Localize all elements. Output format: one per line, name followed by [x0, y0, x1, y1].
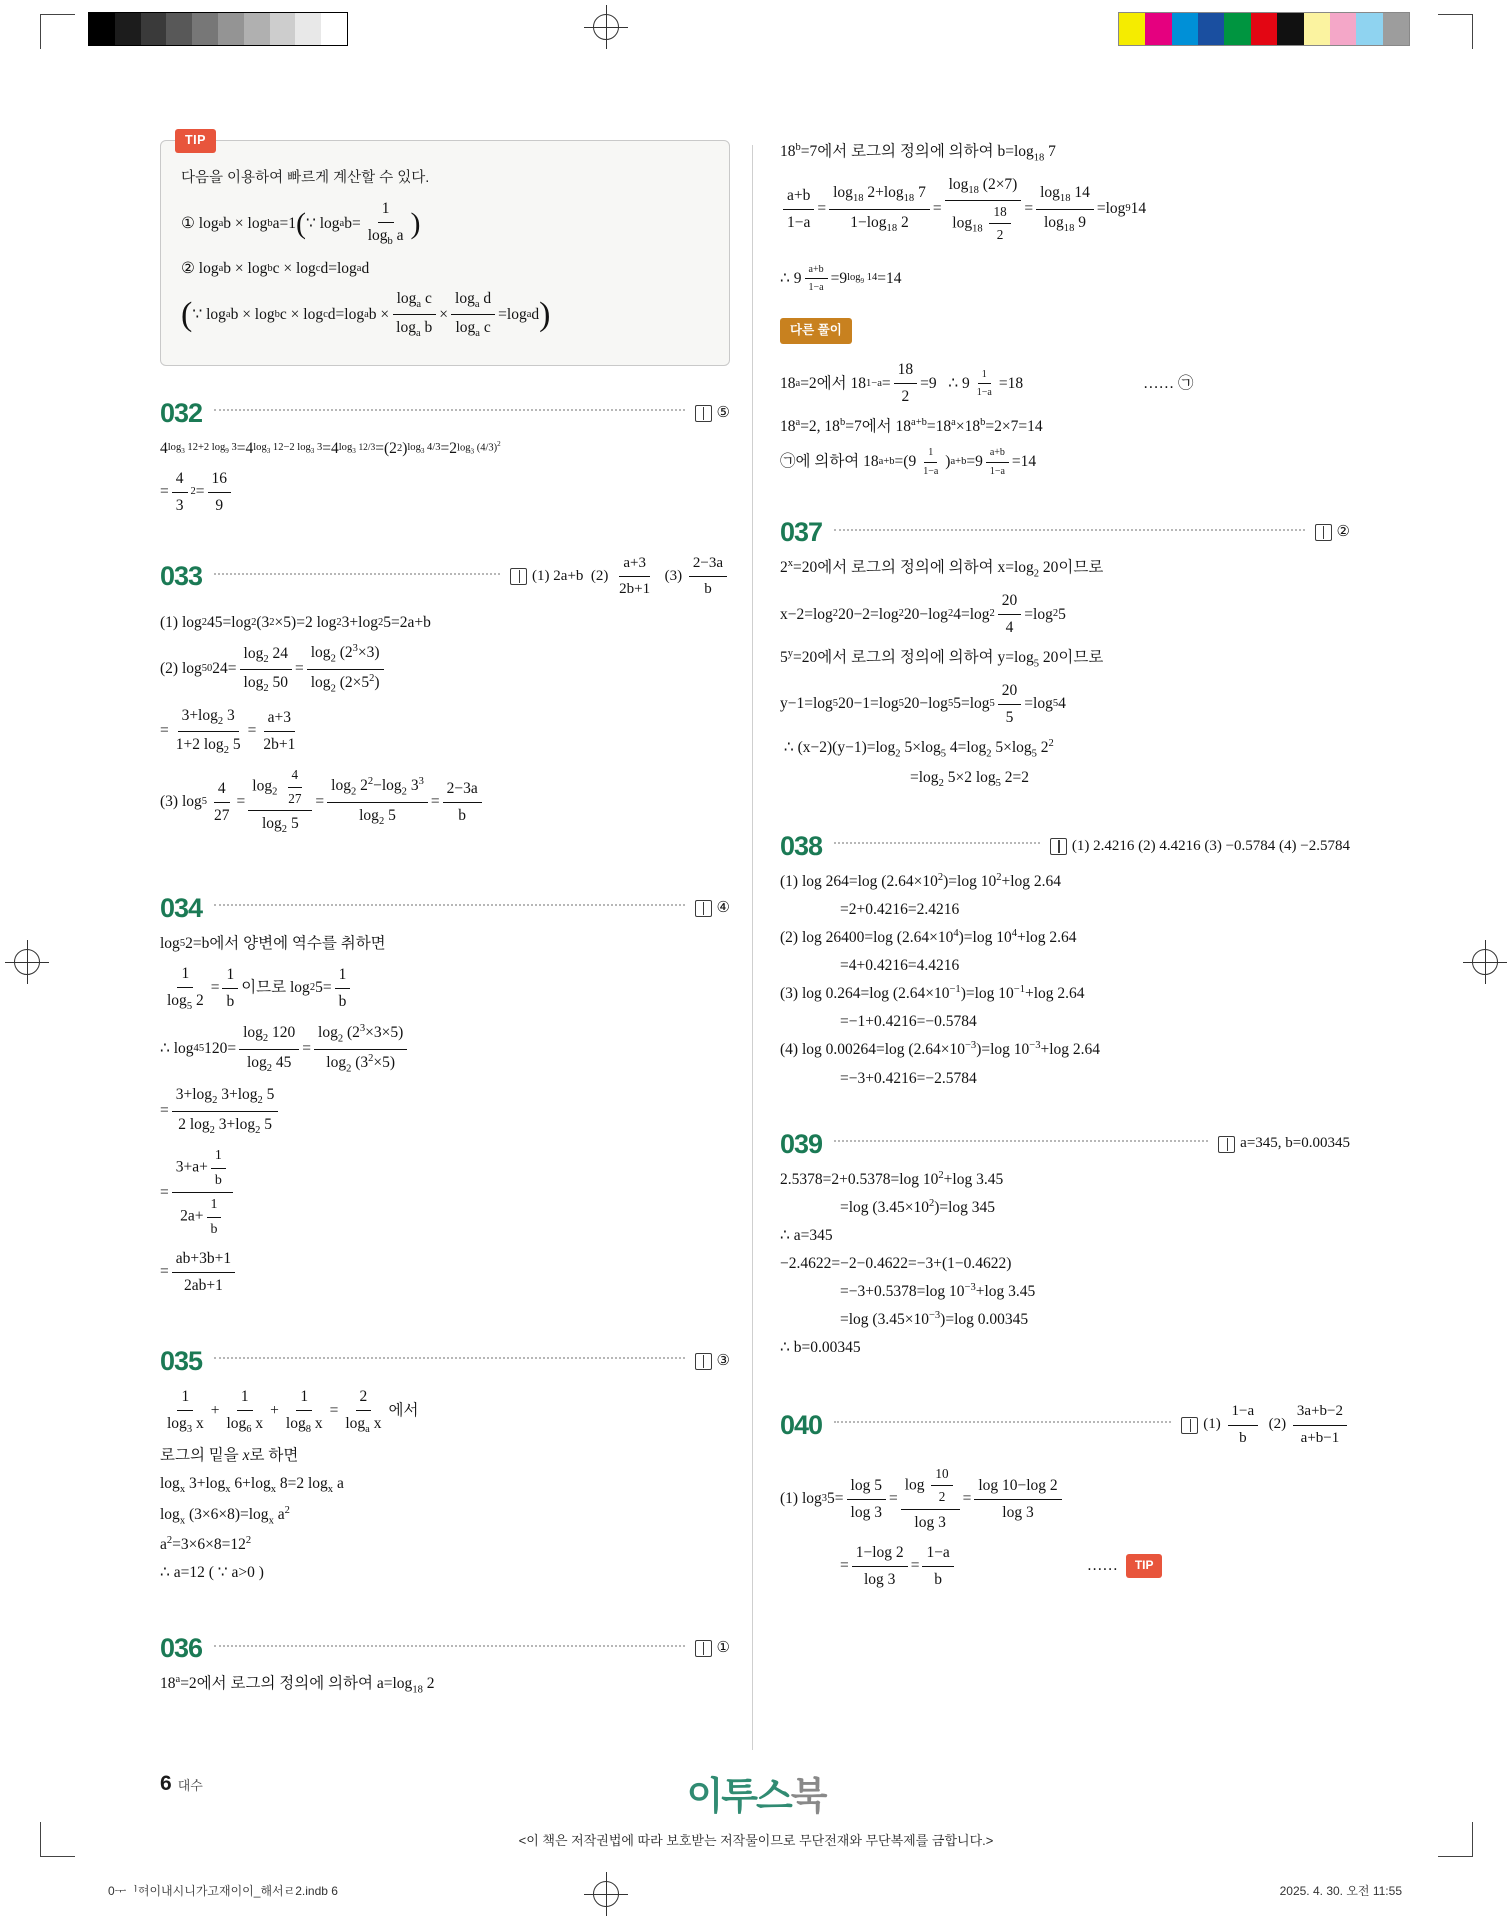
answer-box: [1315, 521, 1350, 544]
answer-value: (1) 2a+b (2) $\frac{a+3}{2b+1}$ (3) $\frac{2-3a}{b}$: [532, 552, 730, 602]
answer-value: (1) $\frac{1-a}{b}$ (2) $\frac{3a+b-2}{a+b-1}$: [1203, 1400, 1350, 1450]
solution-line: ∴ b=0.00345: [780, 1339, 861, 1357]
solution-line: =2+0.4216=2.4216: [840, 900, 960, 918]
solution-line: ∴ a=345: [780, 1226, 833, 1244]
answer-value: a=345, b=0.00345: [1240, 1135, 1350, 1152]
answer-book-icon: [1050, 838, 1067, 855]
registration-mark-top: [584, 5, 628, 49]
publisher-logo: [687, 1765, 826, 1820]
solution-line: $\frac{1}{\log_5 2}$ = $\frac{1}{b}$ 이므로 log 2 5= $\frac{1}{b}$: [160, 962, 730, 1015]
solution-line: =−1+0.4216=−0.5784: [840, 1013, 977, 1031]
solution-line: (2) log 26400=log $(2.64\times 10^4)=\log$ $10^4+\log$ 2.64: [780, 927, 1077, 947]
problem-number: 039: [780, 1128, 823, 1159]
answer-box: [695, 1350, 730, 1373]
solution-line: 2.5378=2+0.5378=log $10^2+\log$ 3.45: [780, 1169, 1004, 1188]
problem-heading-035: [160, 1345, 730, 1376]
answer-value: ④: [716, 899, 730, 916]
solution-line: $\frac{a+b}{1-a}$ = $\frac{\log_{18} 2+\log_{18} 7}{1-\log_{18} 2}$ = $\log_{18} (2\times 7)$ $\log_{18}$ $\frac{18}{2}$ = $\frac{\log_{18} 14}{\log_{18} 9}$ =log 9 14: [780, 173, 1350, 246]
problem-heading-033: [160, 552, 730, 602]
crop-mark-bottom-right: [1438, 1822, 1473, 1857]
answer-value: (1) 2.4216 (2) 4.4216 (3) −0.5784 (4) −2.5784: [1071, 837, 1350, 854]
tip-box: [160, 133, 730, 366]
tip-item-2: ② log a b × log b c × log c d=log a d: [181, 259, 370, 277]
crop-mark-top-right: [1438, 14, 1473, 49]
answer-book-icon: [695, 1640, 712, 1657]
solution-line: (1) log 264=log $(2.64\times 10^2)=\log$ $10^2+\log$ 2.64: [780, 871, 1062, 890]
answer-value: ①: [716, 1640, 730, 1657]
solution-line: = $\frac{4}{3}$ 2 = $\frac{16}{9}$: [160, 467, 730, 518]
leader-dots: [214, 903, 684, 906]
problem-heading-037: [780, 519, 1350, 546]
solution-line: 4 $\log_3 12+2$ $\log_9 3$ =4 $\log_3 12-2$ $\log_3 3$ =4 $\log_3 12/3$ =(2 2 ) $\log_3 4/3$ =2 $\log_3 (4/3)^2$: [160, 439, 501, 457]
answer-box: [510, 552, 730, 602]
solution-line: (4) log 0.00264=log $(2.64\times 10^{-3})=\log$ $10^{-3}+\log$ 2.64: [780, 1040, 1101, 1059]
solution-line: $a^2=3\times 6\times 8=12^2$: [160, 1535, 252, 1554]
problem-heading-039: [780, 1128, 1350, 1159]
answer-book-icon: [1181, 1417, 1198, 1434]
solution-line: $\log_x 3+\log_x$ $6+\log_x$ 8=2 $\log_x a$: [160, 1475, 344, 1496]
leader-dots: [834, 1139, 1208, 1142]
solution-line: $=\log_2$ 5×2 $\log_5 2=2$: [910, 769, 1030, 790]
solution-line: $\frac{1}{\log_3 x}$ + $\frac{1}{\log_6 x}$ + $\frac{1}{\log_8 x}$ = $\frac{2}{\log_a x}$ 에서: [160, 1385, 730, 1438]
column-divider: [752, 145, 753, 1750]
solution-line: =log $(3.45\times 10^{-3})=\log$ 0.00345: [840, 1310, 1029, 1329]
leader-dots: [214, 1356, 684, 1359]
registration-mark-bottom: [584, 1872, 628, 1916]
solution-line: =log $(3.45\times 10^2)=\log$ 345: [840, 1197, 996, 1216]
solution-line: (2) log 50 24= $\frac{\log_2 24}{\log_2 50}$ = $\frac{\log_2 (2^3\times 3)}{\log_2 (2\times 5^2)}$: [160, 641, 730, 697]
solution-line: ∴ a=12 ( ∵ a>0 ): [160, 1564, 264, 1582]
right-column: [780, 140, 1350, 1598]
solution-line: $18^a=2$에서 로그의 정의에 의하여 $a=\log_{18}$ 2: [160, 1674, 435, 1696]
problem-heading-040: [780, 1400, 1350, 1450]
left-column: [160, 133, 730, 1703]
leader-dots: [834, 528, 1304, 531]
solution-line: y−1=log 5 20−1=log 5 20−log 5 5=log 5 $\frac{20}{5}$ =log 5 4: [780, 679, 1350, 730]
solution-line: = $\frac{ab+3b+1}{2ab+1}$: [160, 1247, 730, 1298]
answer-value: ②: [1336, 524, 1350, 541]
crop-mark-bottom-left: [40, 1822, 75, 1857]
grayscale-calibration-bar: [88, 12, 348, 46]
solution-line: = $\frac{3+\log_2 3}{1+2 \log_2 5}$ = $\frac{a+3}{2b+1}$: [160, 704, 730, 760]
solution-line: =−3+0.4216=−2.5784: [840, 1069, 977, 1087]
problem-number: 036: [160, 1633, 203, 1664]
color-calibration-bar: [1118, 12, 1410, 46]
registration-mark-left: [5, 940, 49, 984]
problem-heading-036: [160, 1635, 730, 1662]
solution-line: $18^a=2$, $18^b=7$에서 $18^{a+b}=18^a\times 18^b=2\times 7=14$: [780, 417, 1043, 436]
solution-line: 로그의 밑을 x로 하면: [160, 1447, 299, 1465]
trailing-dots: ……: [1086, 1557, 1118, 1575]
solution-line: −2.4622=−2−0.4622=−3+(1−0.4622): [780, 1254, 1012, 1272]
solution-line: (1) log 2 45=log 2 (3 2 ×5)=2 log 2 3+log 2 5=2a+b: [160, 614, 431, 632]
tip-item-2-note: ( ∵ log a b × log b c × log c d=log a b × $\frac{\log_a c}{\log_a b}$ × $\frac{\log_a d}{\log_a c}$ =log a d ): [181, 287, 711, 343]
page-footer: [160, 1772, 203, 1796]
solution-line: $2^x=20$에서 로그의 정의에 의하여 $x=\log_2$ 20이므로: [780, 558, 1104, 580]
solution-line: $18^b=7$에서 로그의 정의에 의하여 $b=\log_{18}$ 7: [780, 142, 1056, 164]
answer-book-icon: [695, 1353, 712, 1370]
problem-number: 033: [160, 561, 203, 592]
solution-line: $\log_x (3\times 6\times 8)=\log_x$ $a^2$: [160, 1504, 290, 1526]
registration-mark-right: [1463, 940, 1507, 984]
leader-dots: [834, 841, 1040, 844]
answer-book-icon: [1315, 524, 1332, 541]
tip-intro: 다음을 이용하여 빠르게 계산할 수 있다.: [181, 170, 430, 186]
answer-box: [1218, 1132, 1350, 1155]
solution-line: ㉠에 의하여 18 a+b =(9 $\frac{1}{1-a}$ ) a+b =9 $\frac{a+b}{1-a}$ =14: [780, 447, 1037, 477]
solution-line: =−3+0.5378=log $10^{-3}+\log$ 3.45: [840, 1281, 1036, 1301]
answer-box: [1181, 1400, 1350, 1450]
problem-number: 038: [780, 830, 823, 861]
leader-dots: [214, 1644, 684, 1647]
solution-line: (1) log 3 5= $\frac{\log 5}{\log 3}$ = log $\frac{10}{2}$ log 3 = $\frac{\log 10-\log 2}{\log 3}$: [780, 1464, 1350, 1535]
answer-value: ③: [716, 1352, 730, 1369]
crop-mark-top-left: [40, 14, 75, 49]
tip-item-1: ① log a b × log b a=1 ( ∵ log a b= $\frac{1}{\log_b a}$ ): [181, 197, 711, 250]
answer-book-icon: [1218, 1136, 1235, 1153]
problem-heading-034: [160, 892, 730, 923]
problem-number: 040: [780, 1409, 823, 1440]
answer-book-icon: [510, 568, 527, 585]
problem-number: 032: [160, 397, 203, 428]
leader-dots: [834, 1420, 1171, 1423]
solution-line: =4+0.4216=4.4216: [840, 957, 960, 975]
problem-heading-032: [160, 397, 730, 428]
logo-main-text: 이투스: [686, 1776, 791, 1818]
print-date-mark: 2025. 4. 30. 오전 11:55: [1279, 1884, 1402, 1898]
answer-box: [695, 897, 730, 920]
tip-chip: TIP: [1126, 1554, 1163, 1578]
problem-number: 035: [160, 1345, 203, 1376]
solution-line: $5^y=20$에서 로그의 정의에 의하여 $y=\log_5$ 20이므로: [780, 648, 1104, 670]
answer-book-icon: [695, 405, 712, 422]
solution-line: 18 a =2에서 18 1−a = $\frac{18}{2}$ =9 ∴ 9 $\frac{1}{1-a}$ =18 …… ㉠: [780, 358, 1350, 409]
other-solution-label: 다른 풀이: [780, 318, 852, 344]
answer-box: [695, 1637, 730, 1660]
copyright-notice: <이 책은 저작권법에 따라 보호받는 저작물이므로 무단전재와 무단복제를 금합니다.>: [518, 1833, 994, 1848]
leader-dots: [214, 572, 500, 575]
answer-box: [695, 402, 730, 425]
page-number: 6: [160, 1772, 172, 1795]
solution-line: ∴ log 45 120= $\frac{\log_2 120}{\log_2 45}$ = $\frac{\log_2 (2^3\times 3\times 5)}{\log_2 (3^2\times 5)}$: [160, 1021, 730, 1077]
tip-label: TIP: [175, 129, 216, 153]
problem-number: 037: [780, 517, 823, 548]
solution-line: log 5 2=b에서 양변에 역수를 취하면: [160, 934, 386, 952]
solution-line: x−2=log 2 20−2=log 2 20−log 2 4=log 2 $\frac{20}{4}$ =log 2 5: [780, 589, 1350, 640]
solution-line: = $\frac{3+\log_2 3+\log_2 5}{2 \log_2 3+\log_2 5}$: [160, 1083, 730, 1139]
problem-number: 034: [160, 892, 203, 923]
solution-line: = 3+a+ $\frac{1}{b}$ 2a+ $\frac{1}{b}$: [160, 1145, 730, 1241]
solution-line: (3) log 0.264=log $(2.64\times 10^{-1})=\log$ $10^{-1}+\log$ 2.64: [780, 984, 1085, 1003]
subject-label: 대수: [177, 1778, 203, 1793]
answer-box: [1050, 835, 1350, 858]
leader-dots: [214, 408, 684, 411]
solution-line: (3) log 5 $\frac{4}{27}$ = $\log_2$ $\frac{4}{27}$ $\log_2 5$ = $\frac{\log_2 2^2-\log_2 3^3}{\log_2 5}$ = $\frac{2-3a}{b}$: [160, 765, 730, 838]
answer-book-icon: [695, 900, 712, 917]
solution-line: = $\frac{1-\log 2}{\log 3}$ = $\frac{1-a}{b}$ …… TIP: [840, 1541, 1350, 1592]
logo-sub-text: 북: [790, 1776, 826, 1818]
answer-value: ⑤: [716, 404, 730, 421]
problem-heading-038: [780, 830, 1350, 861]
print-file-mark: 0ᅮᅵᅙᅧ이내시니가고재이이_해서ㄹ2.indb 6: [108, 1884, 338, 1898]
solution-line: ∴ $(x-2)(y-1)=\log_2$ $5\times\log_5$ $4=\log_2$ $5\times\log_5$ $2^2$: [780, 737, 1054, 759]
solution-line: ∴ 9 $\frac{a+b}{1-a}$ =9 $\log_9 14$ =14: [780, 263, 902, 294]
